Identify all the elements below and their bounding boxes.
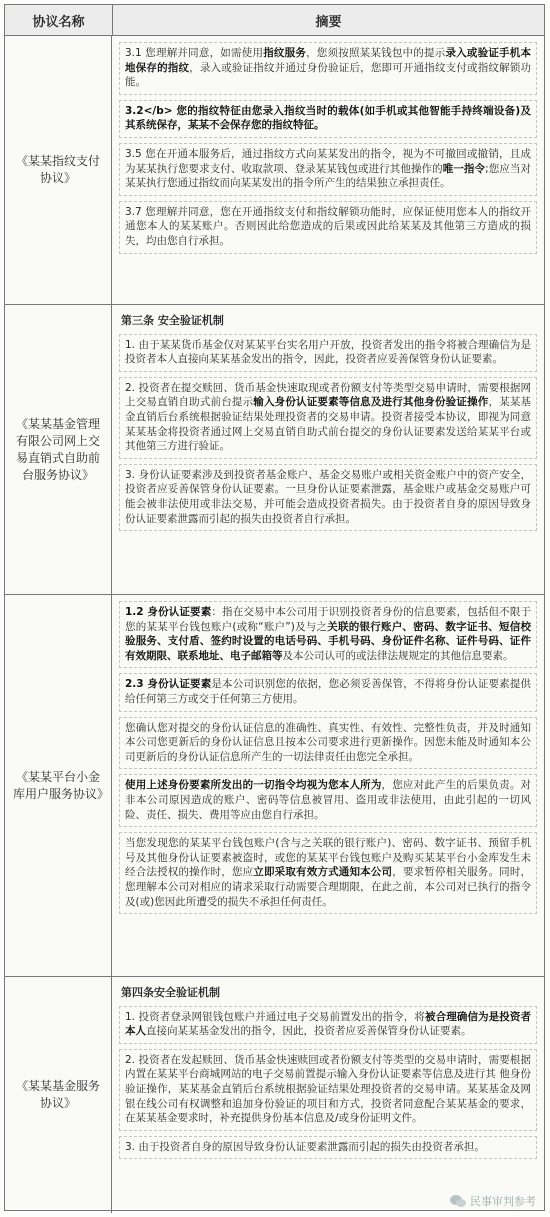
summary-paragraph: 1.2 身份认证要素：指在交易中本公司用于识别投资者身份的信息要素，包括但不限于您的某某平台钱包账户(或称“账户”)及与之关联的银行账户、密码、数字证书、短信校验服务、支付盾、签约时设置的电话号码、手机号码、身份证件名称、证件号码、证件有效期限、联系地址、电子邮箱等及本公司认可的或法律法规规定的其他信息要素。 [119,601,537,668]
summary-paragraph: 3.5 您在开通本服务后，通过指纹方式向某某发出的指令，视为不可撤回或撤销，且成为某某执行您要求支付、收取款项、登录某某钱包或进行其他操作的唯一指令;您应当对某某执行您通过指纹而向某某发出的指令所产生的结果独立承担责任。 [119,143,537,196]
summary-paragraph: 3.2</b> 您的指纹特征由您录入指纹当时的载体(如手机或其他智能手持终端设备)及其系统保存，某某不会保存您的指纹特征。 [119,100,537,138]
summary-paragraph: 2. 投资者在提交赎回、货币基金快速取现或者份额支付等类型交易申请时，需要根据网上交易直销自助式前台提示输入身份认证要素等信息及进行其他身份验证操作，某某基金直销后台系统根据验证结果处理投资者的交易申请。投资者接受本协议，即视为同意某某基金将投资者通过网上交易直销自助式前台提交的身份认证要素发送给某某平台或其他第三方进行验证。 [119,377,537,459]
summary-paragraph: 当您发现您的某某平台钱包账户(含与之关联的银行账户)、密码、数字证书、预留手机号及其他身份认证要素被盗时，或您的某某平台钱包账户及购买某某平台小金库发生未经合法授权的操作时，您应立即采取有效方式通知本公司，要求暂停相关服务。同时，您理解本公司对相应的请求采取行动需要合理期限，在此之前，本公司对已执行的指令及(或)您因此所遭受的损失不承担任何责任。 [119,832,537,914]
summary-paragraph: 3. 由于投资者自身的原因导致身份认证要素泄露而引起的损失由投资者承担。 [119,1136,537,1160]
agreement-summary [112,305,544,594]
header-summary: 摘要 [315,14,342,30]
table-row [5,305,544,595]
summary-paragraph: 2. 投资者在发起赎回、货币基金快速赎回或者份额支付等类型的交易申请时，需要根据内置在某某平台商城网站的电子交易前置提示输入身份认证要素等信息及进行其 他身份验证操作，某某基金直销后台系统根据验证结果处理投资者的交易申请。某某基金及网银在线公司有权调整和追加身份验证的项目和方式，投资者同意配合某某基金的要求，在某某基金要求时，补充提供身份基本信息及/或身份证明文件。 [119,1049,537,1131]
watermark-text: 民事审判参考 [470,1195,536,1208]
agreement-name: 《某某基金管理有限公司网上交易直销式自助前台服务协议》 [5,305,112,594]
table-header [5,5,544,36]
agreement-summary [112,36,544,304]
agreement-table [4,4,545,1211]
table-row [5,36,544,305]
summary-paragraph: 您确认您对提交的身份认证信息的准确性、真实性、有效性、完整性负责，并及时通知本公司您更新后的身份认证信息且按本公司要求进行更新操作。因您未能及时通知本公司更新后的身份认证信息所产生的一切法律责任由您完全承担。 [119,717,537,770]
section-title: 第三条 安全验证机制 [121,314,224,327]
agreement-summary [112,977,544,1213]
section-title: 第四条安全验证机制 [121,986,220,999]
summary-paragraph: 3.7 您理解并同意，您在开通指纹支付和指纹解锁功能时，应保证使用您本人的指纹开通您本人的某某账户。否则因此给您造成的后果或因此给某某及其他第三方造成的损失，均由您自行承担。 [119,201,537,254]
agreement-name: 《某某指纹支付协议》 [5,36,112,304]
summary-paragraph: 1. 投资者登录网银钱包账户并通过电子交易前置发出的指令，将被合理确信为是投资者本人直接向某某基金发出的指令，因此，投资者应妥善保管身份认证要素。 [119,1006,537,1044]
summary-paragraph: 3.1 您理解并同意，如需使用指纹服务，您须按照某某钱包中的提示录入或验证手机本地保存的指纹，录入或验证指纹并通过身份验证后，您即可开通指纹支付或指纹解锁功能。 [119,42,537,95]
header-name: 协议名称 [5,5,113,35]
table-row [5,595,544,977]
agreement-name: 《某某平台小金库用户服务协议》 [5,595,112,976]
table-row [5,977,544,1213]
summary-paragraph: 使用上述身份要素所发出的一切指令均视为您本人所为，您应对此产生的后果负责。对非本公司原因造成的账户、密码等信息被冒用、盗用或非法使用，由此引起的一切风险、责任、损失、费用等应由您自行承担。 [119,774,537,827]
watermark [450,1193,536,1209]
summary-paragraph: 2.3 身份认证要素是本公司识别您的依据，您必须妥善保管，不得将身份认证要素提供给任何第三方或交于任何第三方使用。 [119,673,537,711]
summary-paragraph: 3. 身份认证要素涉及到投资者基金账户、基金交易账户或相关资金账户中的资产安全，投资者应妥善保管身份认证要素。一旦身份认证要素泄露，基金账户或基金交易账户可能会被非法使用或非法交易，并可能会造成投资者损失。由于投资者自身的原因导致身份认证要素泄露而引起的损失由投资者自行承担。 [119,464,537,531]
summary-paragraph: 1. 由于某某货币基金仅对某某平台实名用户开放，投资者发出的指令将被合理确信为是投资者本人直接向某某基金发出的指令，因此，投资者应妥善保管身份认证要素。 [119,334,537,372]
agreement-name: 《某某基金服务协议》 [5,977,112,1213]
agreement-summary [112,595,544,976]
wechat-icon [450,1194,466,1208]
